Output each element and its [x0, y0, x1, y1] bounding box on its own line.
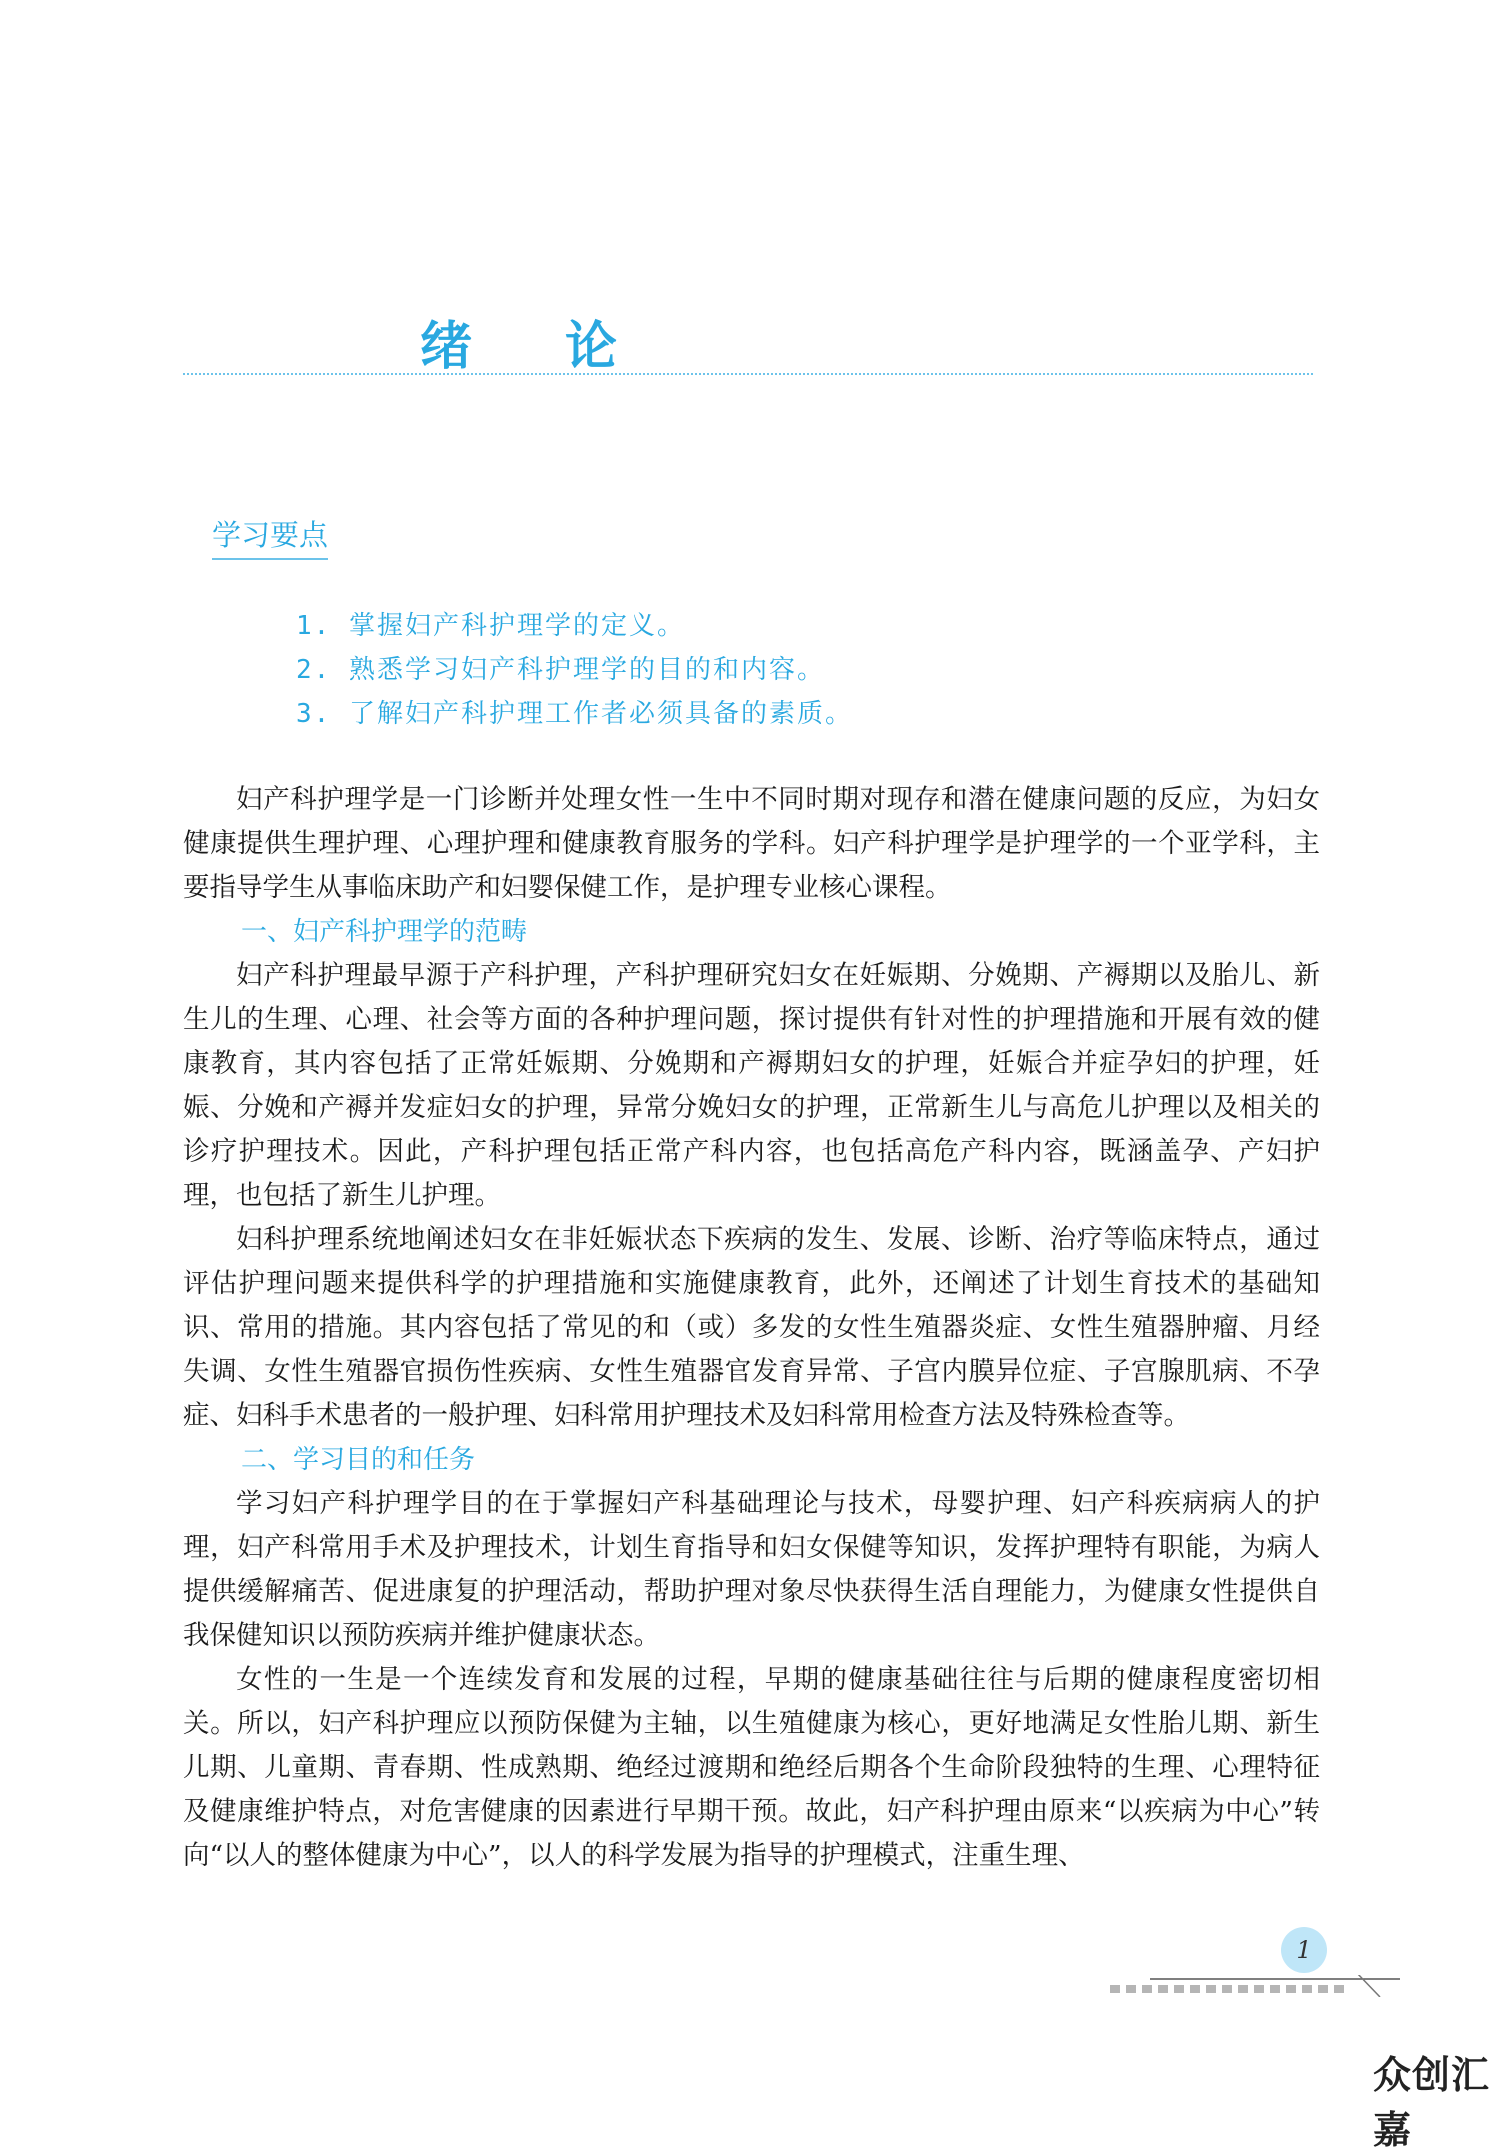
page-number: 1 [1296, 1936, 1312, 1964]
learning-objectives-list [296, 604, 853, 736]
gynecologic-nursing-paragraph: 妇科护理系统地阐述妇女在非妊娠状态下疾病的发生、发展、诊断、治疗等临床特点，通过评估护理问题来提供科学的护理措施和实施健康教育，此外，还阐述了计划生育技术的基础知识、常用的措施。其内容包括了常见的和（或）多发的女性生殖器炎症、女性生殖器肿瘤、月经失调、女性生殖器官损伤性疾病、女性生殖器官发育异常、子宫内膜异位症、子宫腺肌病、不孕症、妇科手术患者的一般护理、妇科常用护理技术及妇科常用检查方法及特殊检查等。 [183, 1224, 1320, 1431]
lifecycle-paragraph: 女性的一生是一个连续发育和发展的过程，早期的健康基础往往与后期的健康程度密切相关。所以，妇产科护理应以预防保健为主轴，以生殖健康为核心，更好地满足女性胎儿期、新生儿期、儿童期、青春期、性成熟期、绝经过渡期和绝经后期各个生命阶段独特的生理、心理特征及健康维护特点，对危害健康的因素进行早期干预。故此，妇产科护理由原来“以疾病为中心”转向“以人的整体健康为中心”，以人的科学发展为指导的护理模式，注重生理、 [183, 1664, 1320, 1871]
objective-item: 2. 熟悉学习妇产科护理学的目的和内容。 [296, 655, 825, 685]
footer-decoration [1090, 1975, 1400, 1997]
learning-objectives-header: 学习要点 [212, 515, 328, 560]
section-heading-goals: 二、学习目的和任务 [241, 1445, 476, 1475]
obstetric-nursing-paragraph: 妇产科护理最早源于产科护理，产科护理研究妇女在妊娠期、分娩期、产褥期以及胎儿、新生儿的生理、心理、社会等方面的各种护理问题，探讨提供有针对性的护理措施和开展有效的健康教育，其内容包括了正常妊娠期、分娩期和产褥期妇女的护理，妊娠合并症孕妇的护理，妊娠、分娩和产褥并发症妇女的护理，异常分娩妇女的护理，正常新生儿与高危儿护理以及相关的诊疗护理技术。因此，产科护理包括正常产科内容，也包括高危产科内容，既涵盖孕、产妇护理，也包括了新生儿护理。 [183, 960, 1320, 1211]
intro-paragraph: 妇产科护理学是一门诊断并处理女性一生中不同时期对现存和潜在健康问题的反应，为妇女健康提供生理护理、心理护理和健康教育服务的学科。妇产科护理学是护理学的一个亚学科，主要指导学生从事临床助产和妇婴保健工作，是护理专业核心课程。 [183, 784, 1320, 903]
body-text [183, 778, 1320, 1878]
title-char-1: 绪 [420, 316, 473, 377]
objective-item: 3. 了解妇产科护理工作者必须具备的素质。 [296, 699, 853, 729]
section-heading-scope: 一、妇产科护理学的范畴 [241, 917, 528, 947]
watermark-logo: 众创汇嘉 [1373, 2053, 1491, 2152]
goals-paragraph: 学习妇产科护理学目的在于掌握妇产科基础理论与技术，母婴护理、妇产科疾病病人的护理，妇产科常用手术及护理技术，计划生育指导和妇女保健等知识，发挥护理特有职能，为病人提供缓解痛苦、促进康复的护理活动，帮助护理对象尽快获得生活自理能力，为健康女性提供自我保健知识以预防疾病并维护健康状态。 [183, 1488, 1320, 1651]
title-char-2: 论 [565, 316, 618, 377]
page-title [0, 312, 1504, 382]
title-divider [183, 373, 1313, 375]
objective-item: 1. 掌握妇产科护理学的定义。 [296, 611, 685, 641]
